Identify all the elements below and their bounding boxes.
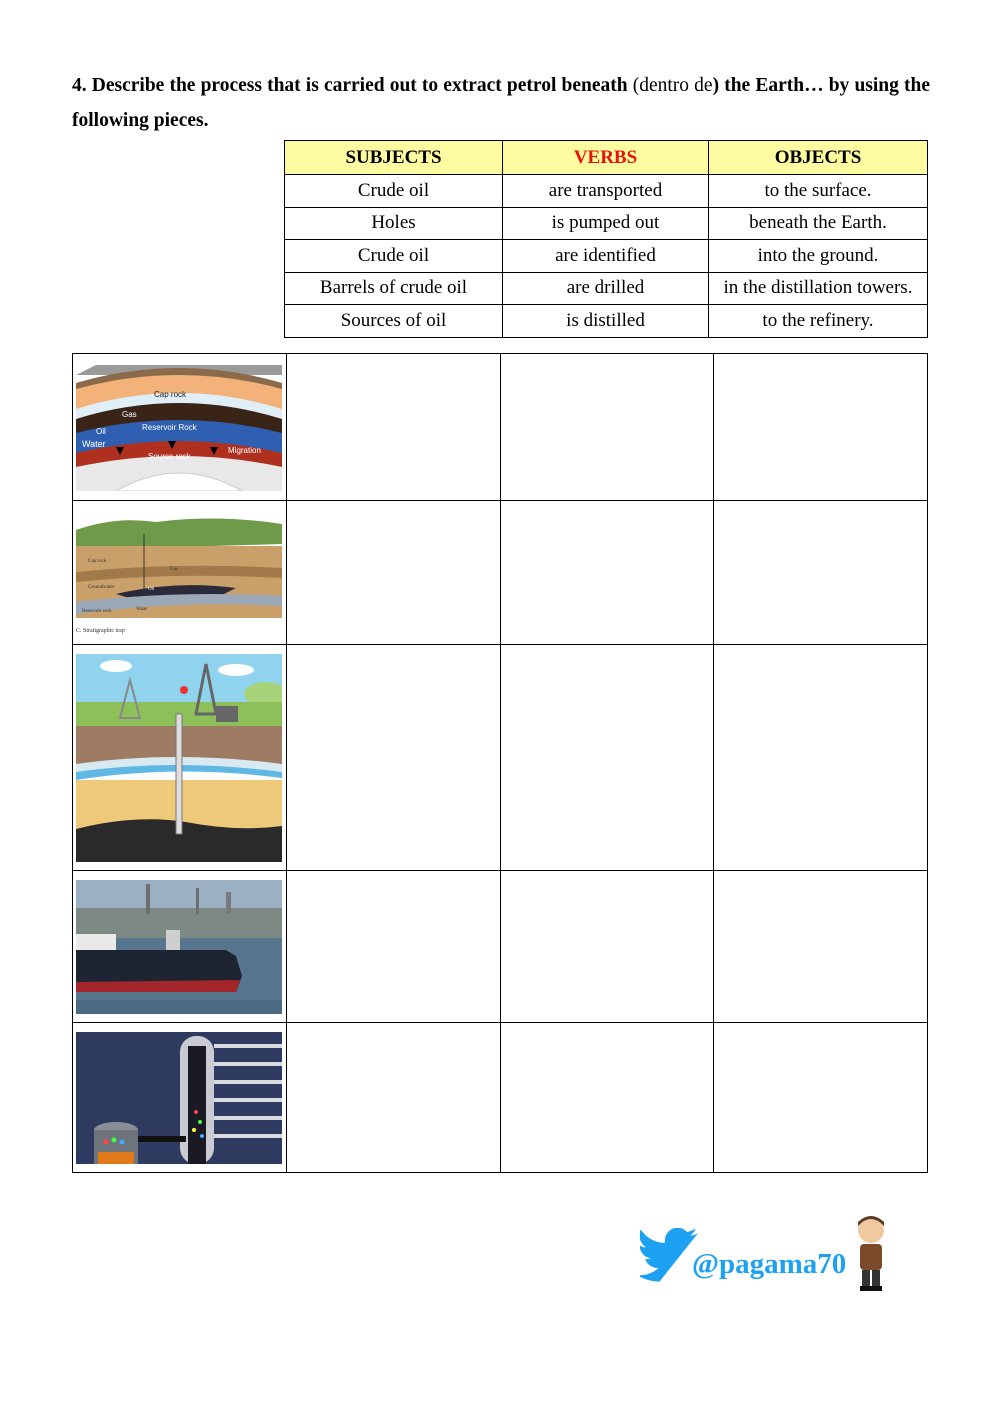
word-bank-row: [285, 207, 928, 240]
verb-cell: is pumped out: [503, 207, 709, 240]
object-cell: to the surface.: [709, 175, 928, 208]
subject-cell: Barrels of crude oil: [285, 272, 503, 305]
word-bank-row: [285, 272, 928, 305]
diagram-label: Reservoir rock: [82, 608, 112, 614]
answer-cell[interactable]: [500, 1023, 714, 1173]
answer-cell[interactable]: [500, 645, 714, 871]
diagram-label: Oil: [96, 427, 106, 436]
verb-cell: are drilled: [503, 272, 709, 305]
answer-cell[interactable]: [286, 645, 500, 871]
objects-header: OBJECTS: [709, 141, 928, 175]
answer-cell[interactable]: [500, 501, 714, 645]
answer-cell[interactable]: [500, 871, 714, 1023]
verb-cell: are transported: [503, 175, 709, 208]
answer-cell[interactable]: [286, 354, 500, 501]
picture-cell: [73, 1023, 287, 1173]
answer-row: [73, 645, 928, 871]
diagram-label: Water: [82, 439, 106, 449]
twitter-bird-icon: [640, 1228, 700, 1288]
diagram-label: Gas: [170, 566, 178, 572]
answer-row: [73, 354, 928, 501]
diagram-label: Water: [136, 606, 148, 612]
diagram-label: Cap rock: [88, 558, 107, 564]
object-cell: in the distillation towers.: [709, 272, 928, 305]
author-avatar: [850, 1214, 892, 1292]
answer-cell[interactable]: [714, 1023, 928, 1173]
object-cell: beneath the Earth.: [709, 207, 928, 240]
answer-cell[interactable]: [714, 645, 928, 871]
verbs-header: VERBS: [503, 141, 709, 175]
answer-cell[interactable]: [286, 1023, 500, 1173]
diagram-label: Cap rock: [154, 390, 187, 399]
oil-tanker-photo: [76, 880, 282, 1014]
picture-cell: [73, 501, 287, 645]
word-bank-table: [284, 140, 928, 338]
distillation-tower-illustration: [76, 1032, 282, 1164]
answer-cell[interactable]: [714, 354, 928, 501]
object-cell: to the refinery.: [709, 305, 928, 338]
author-footer: [640, 1210, 900, 1300]
diagram-label: Oil: [148, 586, 155, 592]
object-cell: into the ground.: [709, 240, 928, 273]
picture-cell: [73, 871, 287, 1023]
word-bank-row: [285, 240, 928, 273]
picture-cell: [73, 645, 287, 871]
twitter-handle[interactable]: @pagama70: [692, 1248, 847, 1280]
diagram-label: Gas: [122, 410, 137, 419]
word-bank-row: [285, 175, 928, 208]
answer-cell[interactable]: [286, 501, 500, 645]
subject-cell: Crude oil: [285, 240, 503, 273]
diagram-label: Reservoir Rock: [142, 423, 197, 432]
word-bank-header-row: [285, 141, 928, 175]
picture-cell: [73, 354, 287, 501]
subject-cell: Holes: [285, 207, 503, 240]
answer-row: [73, 501, 928, 645]
question-text: 4. Describe the process that is carried out to extract petrol beneath (dentro de) the Earth… by using the following pieces.: [72, 75, 931, 131]
verb-cell: is distilled: [503, 305, 709, 338]
subjects-header: SUBJECTS: [285, 141, 503, 175]
answer-cell[interactable]: [714, 501, 928, 645]
diagram-caption: C. Stratigraphic trap: [76, 627, 125, 634]
oil-drilling-illustration: [76, 654, 282, 862]
subject-cell: Crude oil: [285, 175, 503, 208]
word-bank-row: [285, 305, 928, 338]
answer-row: [73, 871, 928, 1023]
answer-row: [73, 1023, 928, 1173]
answer-cell[interactable]: [500, 354, 714, 501]
diagram-label: Migration: [228, 446, 261, 455]
subject-cell: Sources of oil: [285, 305, 503, 338]
diagram-label: Groundwater: [88, 584, 115, 590]
stratigraphic-trap-diagram: [76, 510, 282, 636]
answer-grid: [72, 353, 928, 1173]
answer-cell[interactable]: [286, 871, 500, 1023]
diagram-label: Source rock: [148, 452, 191, 461]
verb-cell: are identified: [503, 240, 709, 273]
answer-cell[interactable]: [714, 871, 928, 1023]
oil-trap-diagram: [76, 363, 282, 491]
